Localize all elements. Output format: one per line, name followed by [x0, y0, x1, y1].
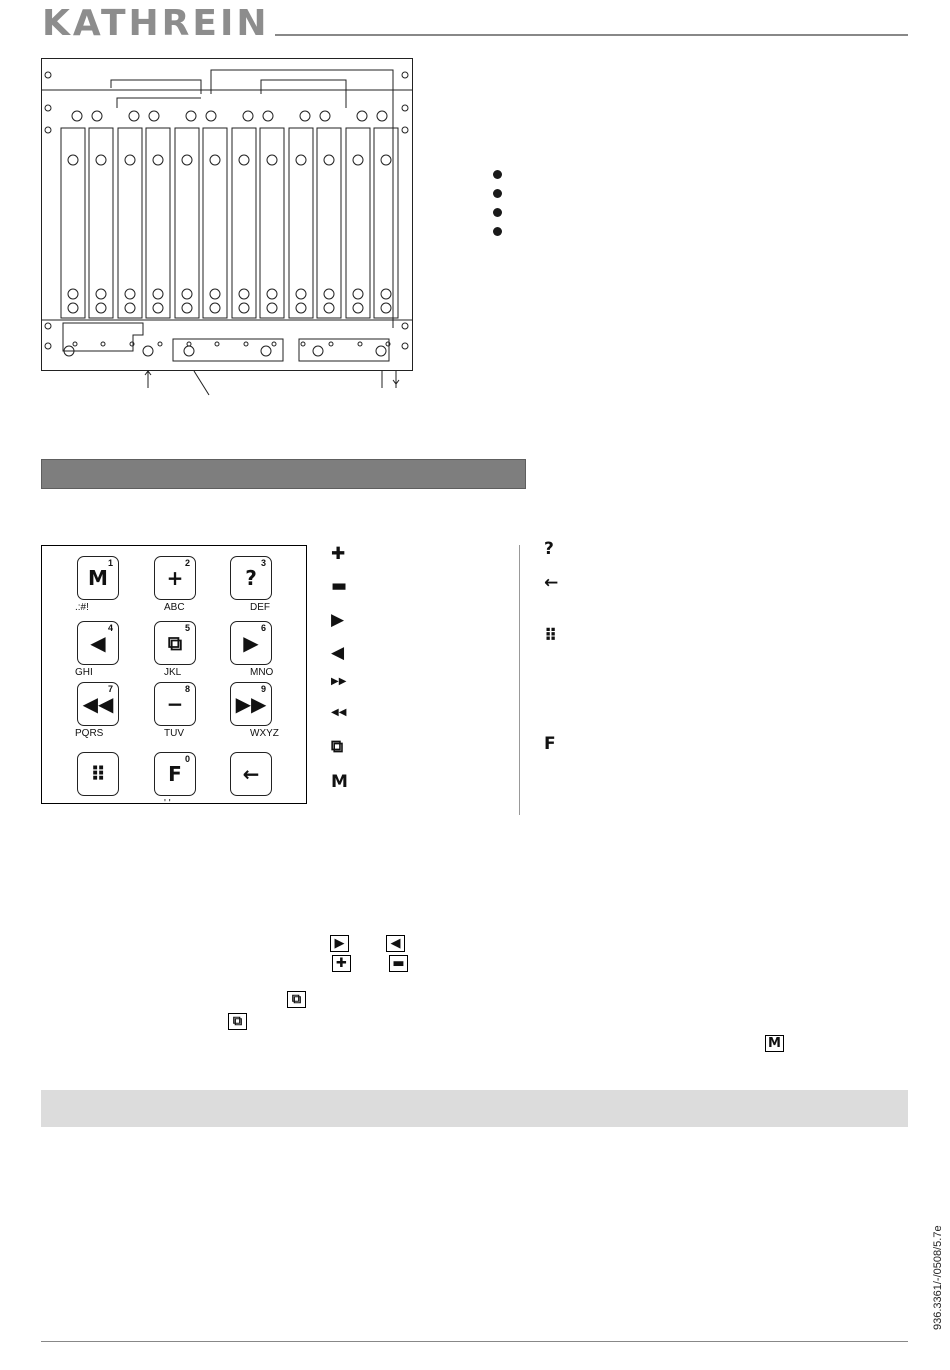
- connector: [68, 155, 78, 165]
- key-letters: JKL: [164, 667, 182, 678]
- kathrein-logo: KATHREIN: [42, 3, 270, 44]
- section-heading-bar: [41, 459, 526, 489]
- connector: [182, 155, 192, 165]
- connector: [296, 155, 306, 165]
- connector: [68, 303, 78, 313]
- connector: [239, 155, 249, 165]
- column-divider: [519, 545, 520, 815]
- led: [272, 342, 276, 346]
- key-symbol: +: [166, 566, 184, 590]
- connector: [296, 289, 306, 299]
- key-letters: PQRS: [75, 728, 104, 739]
- keypad-key-6: [230, 621, 272, 665]
- bullet: [493, 227, 502, 236]
- connector: [296, 303, 306, 313]
- keypad-dots-icon: ⠿: [544, 626, 558, 646]
- connector: [263, 111, 273, 121]
- led: [215, 342, 219, 346]
- right-arrow-icon: ▶: [330, 935, 349, 952]
- connector: [243, 111, 253, 121]
- key-number: 6: [260, 623, 266, 633]
- led: [73, 342, 77, 346]
- led: [158, 342, 162, 346]
- key-symbol: ▶▶: [235, 692, 267, 716]
- copy-icon: ⧉: [287, 991, 306, 1008]
- key-letters: .:#!: [75, 602, 89, 613]
- connector: [353, 303, 363, 313]
- connector: [72, 111, 82, 121]
- menu-m-icon: M: [331, 772, 348, 792]
- rack-unit-drawing: [41, 58, 413, 398]
- key-symbol: ◀: [90, 631, 106, 655]
- connector: [313, 346, 323, 356]
- connector: [210, 303, 220, 313]
- led: [244, 342, 248, 346]
- footer-rule: [41, 1341, 908, 1342]
- connector: [125, 303, 135, 313]
- keypad-key-3: [230, 556, 272, 600]
- connector: [92, 111, 102, 121]
- key-symbol: M: [88, 566, 108, 590]
- key-number: 9: [260, 684, 266, 694]
- key-symbol: F: [168, 762, 182, 786]
- keypad-key-5: [154, 621, 196, 665]
- connector: [143, 346, 153, 356]
- plus-icon: ✚: [331, 544, 346, 564]
- connector: [324, 155, 334, 165]
- connector: [300, 111, 310, 121]
- function-f-icon: F: [544, 734, 556, 754]
- connector: [267, 303, 277, 313]
- led: [301, 342, 305, 346]
- keypad-key-10: [77, 752, 119, 796]
- back-arrow-icon: ←: [544, 573, 559, 593]
- connector: [381, 155, 391, 165]
- connector: [267, 289, 277, 299]
- bullet-list: [493, 170, 502, 246]
- connector: [353, 155, 363, 165]
- key-number: 1: [107, 558, 113, 568]
- connector: [68, 289, 78, 299]
- key-letters: MNO: [250, 667, 274, 678]
- connector: [184, 346, 194, 356]
- key-symbol: ?: [245, 566, 257, 590]
- key-number: 8: [184, 684, 190, 694]
- key-symbol: ◀◀: [82, 692, 114, 716]
- connector: [239, 303, 249, 313]
- rewind-icon: ◀◀: [331, 707, 347, 718]
- keypad-diagram: [41, 545, 307, 809]
- keypad-key-11: [154, 752, 196, 796]
- key-symbol: ⧉: [167, 631, 183, 655]
- minus-icon: ▬: [389, 955, 408, 972]
- connector: [324, 303, 334, 313]
- bullet: [493, 208, 502, 217]
- keypad-key-12: [230, 752, 272, 796]
- document-number: 936.3361/-/0508/5.7e: [932, 1225, 944, 1330]
- key-symbol: ←: [242, 762, 260, 786]
- led: [187, 342, 191, 346]
- connector: [210, 155, 220, 165]
- header-rule: [275, 34, 908, 36]
- connector: [377, 111, 387, 121]
- connector: [153, 155, 163, 165]
- help-icon: ?: [544, 539, 554, 559]
- key-number: 0: [184, 754, 190, 764]
- connector: [376, 346, 386, 356]
- fast-forward-icon: ▶▶: [331, 676, 347, 687]
- left-arrow-icon: ◀: [386, 935, 405, 952]
- connector: [96, 289, 106, 299]
- led: [101, 342, 105, 346]
- connector: [381, 289, 391, 299]
- key-number: 2: [184, 558, 190, 568]
- connector: [353, 289, 363, 299]
- keypad-key-4: [77, 621, 119, 665]
- keypad-key-2: [154, 556, 196, 600]
- key-letters: DEF: [250, 602, 270, 613]
- section-heading-bar-light: [41, 1090, 908, 1127]
- connector: [381, 303, 391, 313]
- bullet: [493, 189, 502, 198]
- key-letters: GHI: [75, 667, 93, 678]
- bullet: [493, 170, 502, 179]
- key-symbol: ▶: [243, 631, 259, 655]
- connector: [125, 155, 135, 165]
- key-number: 4: [107, 623, 113, 633]
- keypad-key-1: [77, 556, 119, 600]
- connector: [239, 289, 249, 299]
- connector: [153, 303, 163, 313]
- connector: [320, 111, 330, 121]
- plus-icon: ✚: [332, 955, 351, 972]
- connector: [210, 289, 220, 299]
- key-symbol: ⠿: [90, 762, 106, 786]
- connector: [125, 289, 135, 299]
- led: [329, 342, 333, 346]
- right-arrow-icon: ▶: [331, 610, 345, 630]
- key-letters: TUV: [164, 728, 184, 739]
- menu-m-icon: M: [765, 1035, 784, 1052]
- connector: [186, 111, 196, 121]
- connector: [267, 155, 277, 165]
- connector: [261, 346, 271, 356]
- key-letters: ABC: [164, 602, 185, 613]
- connector: [96, 155, 106, 165]
- connector: [182, 303, 192, 313]
- keypad-key-9: [230, 682, 272, 726]
- key-number: 3: [260, 558, 266, 568]
- left-arrow-icon: ◀: [331, 643, 345, 663]
- copy-icon: ⧉: [331, 737, 344, 757]
- connector: [153, 289, 163, 299]
- connector: [96, 303, 106, 313]
- connector: [182, 289, 192, 299]
- minus-icon: ▬: [331, 576, 348, 596]
- connector: [357, 111, 367, 121]
- led: [358, 342, 362, 346]
- connector: [324, 289, 334, 299]
- key-number: 5: [184, 623, 190, 633]
- key-number: 7: [107, 684, 113, 694]
- connector: [206, 111, 216, 121]
- keypad-key-7: [77, 682, 119, 726]
- connector: [149, 111, 159, 121]
- connector: [129, 111, 139, 121]
- copy-icon: ⧉: [228, 1013, 247, 1030]
- key-letters: ' ': [164, 798, 171, 809]
- key-symbol: −: [166, 692, 184, 716]
- key-letters: WXYZ: [250, 728, 279, 739]
- keypad-key-8: [154, 682, 196, 726]
